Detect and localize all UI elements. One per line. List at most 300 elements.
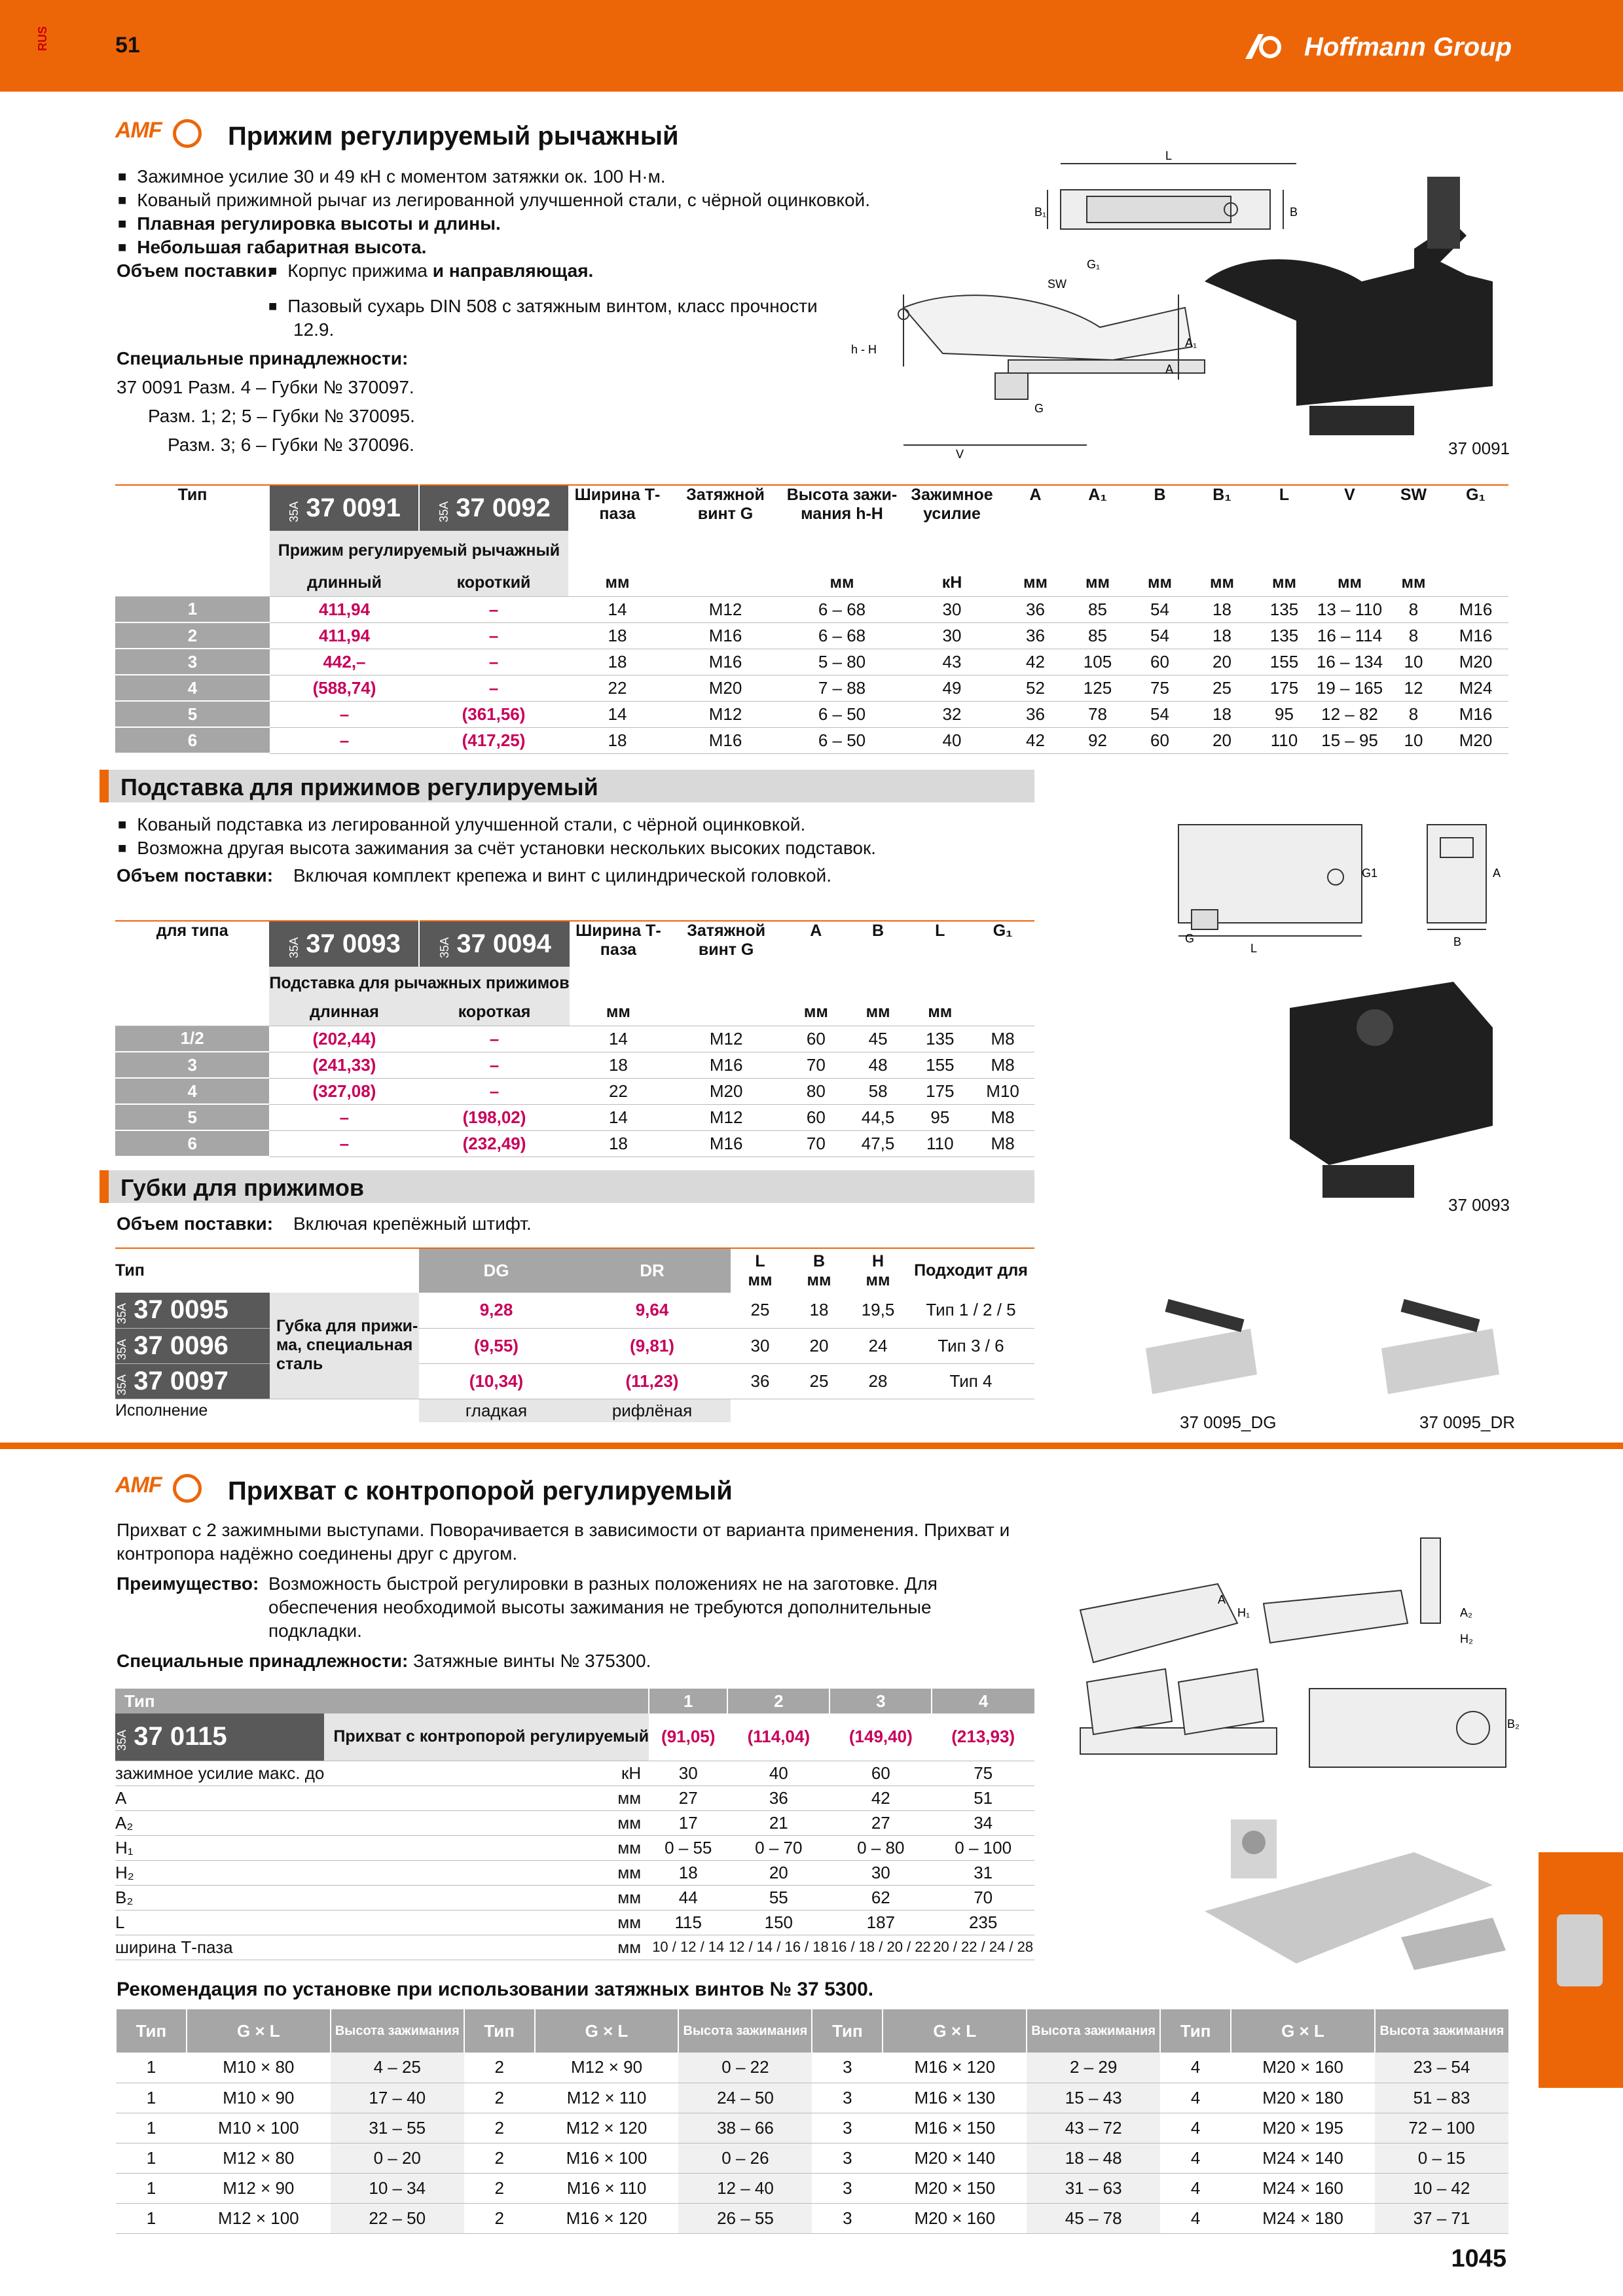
table-cell: 60 — [785, 1104, 847, 1130]
table-row — [116, 2113, 1508, 2143]
table-cell: 6 – 50 — [784, 727, 900, 753]
table-cell: 51 — [932, 1785, 1034, 1810]
col-header: G × L — [883, 2009, 1027, 2053]
table-cell: 411,94 — [270, 596, 419, 622]
table-cell: 20 — [1191, 649, 1253, 675]
table-cell: 18 — [570, 1052, 668, 1078]
table-cell: M12 × 80 — [187, 2143, 331, 2173]
table-cell: 1 — [116, 2143, 187, 2173]
table-cell: 23 – 54 — [1375, 2053, 1508, 2083]
table-row — [115, 1078, 1034, 1104]
row-unit: мм — [324, 1910, 649, 1935]
dim-label: SW — [1048, 278, 1067, 291]
table-cell: 18 — [649, 1860, 727, 1885]
table-cell: 0 – 22 — [678, 2053, 812, 2083]
table-cell: 0 – 70 — [727, 1835, 830, 1860]
amf-logo: AMF — [115, 118, 213, 151]
table-cell: M12 — [666, 701, 784, 727]
table-cell: 32 — [900, 701, 1004, 727]
accessory: Разм. 1; 2; 5 – Губки № 370095. — [148, 406, 415, 426]
table-row — [115, 1052, 1034, 1078]
col-header: G₁ — [1443, 485, 1508, 570]
table-cell: 110 — [909, 1130, 971, 1157]
clamp-technical-drawing — [838, 151, 1545, 471]
advantage-text: обеспечения необходимой высоты зажимания не требуются дополнительные — [268, 1597, 932, 1617]
table-cell: M24 × 140 — [1231, 2143, 1375, 2173]
table-cell: 14 — [570, 1104, 668, 1130]
table-cell: 22 — [568, 675, 666, 701]
col-header: Тип — [464, 2009, 535, 2053]
table-cell: M10 × 80 — [187, 2053, 331, 2083]
table-row — [116, 2173, 1508, 2203]
clamp-table: Тип 35A 37 0091 35A 37 0092 Ширина Т-паза Затяжной винт G Высота зажи-мания h-H Зажимное усилие A A₁ B B₁ L V SW G₁ Прижим регулируемый рычажный длинный короткий мм мм кН мм мм мм мм мм мм мм 1 411,94 – 14 M12 6 – 68 30 36 85 54 18 135 13 – 110 8 M16 2 411,94 – 18 M16 6 – 68 30 36 85 54 18 135 16 – 114 8 M16 3 442,– – 18 M16 5 – 80 43 42 105 60 20 155 16 – 134 10 M20 4 (588,74) – 22 M20 7 – 88 49 52 125 75 25 175 19 – 165 12 M24 5 – (361,56) 14 M12 6 – 50 32 36 78 54 18 95 12 – 82 8 M16 6 – (417,25) 18 M16 6 – 50 40 42 92 60 20 110 15 – 95 10 M20 — [115, 484, 1508, 754]
section-header-support: Подставка для прижимов регулируемый — [100, 770, 1034, 802]
svg-text:G1: G1 — [1362, 867, 1378, 880]
table-cell: 3 — [812, 2113, 883, 2143]
col-header: G × L — [187, 2009, 331, 2053]
table-cell: 18 — [568, 727, 666, 753]
table-cell: M16 — [666, 727, 784, 753]
table-cell: 10 – 34 — [331, 2173, 464, 2203]
table-cell: M16 — [666, 622, 784, 649]
table-row — [115, 1785, 1034, 1810]
col-header: L — [1253, 485, 1315, 570]
table-cell: M16 — [1443, 622, 1508, 649]
table-cell: 16 – 134 — [1315, 649, 1384, 675]
jaw-description: Губка для прижи-ма, специальная сталь — [270, 1293, 419, 1399]
svg-text:G: G — [1185, 932, 1195, 945]
dim-label: L — [1165, 151, 1173, 162]
table-cell: 55 — [727, 1885, 830, 1910]
section-title-strap: Прихват с контропорой регулируемый — [228, 1477, 733, 1505]
table-row — [115, 1860, 1034, 1885]
hoffmann-logo-icon — [1244, 31, 1283, 60]
table-cell: 10 – 42 — [1375, 2173, 1508, 2203]
table-cell: 25 — [1191, 675, 1253, 701]
table-cell: 6 – 68 — [784, 622, 900, 649]
intro-text: Прихват с 2 зажимными выступами. Поворачивается в зависимости от варианта применения. Прихват и — [117, 1520, 1010, 1540]
table-cell: (232,49) — [419, 1130, 569, 1157]
table-cell: 6 — [115, 1130, 269, 1157]
table-cell: – — [419, 649, 568, 675]
table-cell: 3 — [812, 2203, 883, 2233]
svg-text:A₂: A₂ — [1460, 1606, 1472, 1619]
table-cell: 20 — [1191, 727, 1253, 753]
table-cell: 49 — [900, 675, 1004, 701]
page-number: 1045 — [1451, 2245, 1506, 2272]
table-cell: M24 — [1443, 675, 1508, 701]
table-cell: 48 — [847, 1052, 909, 1078]
table-cell: 14 — [568, 596, 666, 622]
table-cell: 54 — [1129, 596, 1191, 622]
table-cell: 5 — [115, 701, 270, 727]
table-cell: 34 — [932, 1810, 1034, 1835]
table-cell: 150 — [727, 1910, 830, 1935]
table-cell: 12 – 40 — [678, 2173, 812, 2203]
table-cell: 4 – 25 — [331, 2053, 464, 2083]
row-unit: мм — [324, 1935, 649, 1960]
table-cell: 19 – 165 — [1315, 675, 1384, 701]
amf-logo: AMF — [115, 1473, 213, 1505]
table-cell: (361,56) — [419, 701, 568, 727]
article-code: 35A 37 0091 — [270, 485, 419, 531]
table-row — [115, 1104, 1034, 1130]
table-cell: M20 × 160 — [883, 2203, 1027, 2233]
table-cell: – — [269, 1130, 419, 1157]
table-cell: 15 – 43 — [1027, 2083, 1160, 2113]
table-cell: 60 — [830, 1761, 932, 1785]
table-row — [115, 1885, 1034, 1910]
article-code: 35A 37 0092 — [419, 485, 568, 531]
table-cell: 31 – 55 — [331, 2113, 464, 2143]
table-cell: 442,– — [270, 649, 419, 675]
table-cell: 105 — [1067, 649, 1129, 675]
table-cell: 43 – 72 — [1027, 2113, 1160, 2143]
figure-caption: 37 0095_DG — [1180, 1412, 1277, 1432]
table-row — [115, 622, 1508, 649]
strap-drawing — [1067, 1512, 1525, 1787]
table-cell: 17 – 40 — [331, 2083, 464, 2113]
table-cell: 26 – 55 — [678, 2203, 812, 2233]
row-label: H₂ — [115, 1860, 324, 1885]
table-cell: 0 – 15 — [1375, 2143, 1508, 2173]
clamp-icon — [1557, 1914, 1603, 1986]
section-header-jaws: Губки для прижимов — [100, 1170, 1034, 1203]
table-cell: 2 — [464, 2143, 535, 2173]
table-cell: 3 — [115, 649, 270, 675]
table-cell: 60 — [785, 1026, 847, 1052]
table-cell: 1 — [116, 2053, 187, 2083]
table-cell: – — [419, 596, 568, 622]
table-row — [115, 1130, 1034, 1157]
jaws-photo — [1126, 1283, 1558, 1414]
table-row — [115, 675, 1508, 701]
table-cell: 2 – 29 — [1027, 2053, 1160, 2083]
table-cell: 30 — [830, 1860, 932, 1885]
bullet: ■ Небольшая габаритная высота. — [118, 236, 426, 260]
article-code: 35A 37 0094 — [419, 921, 569, 967]
table-cell: 135 — [1253, 622, 1315, 649]
table-cell: 27 — [830, 1810, 932, 1835]
strap-table: Тип 1 2 3 4 35A 37 0115 Прихват с контропорой регулируемый (91,05) (114,04) (149,40) (213,93) зажимное усилие макс. до кН 30 40 60 75 A мм 27 36 42 51 A₂ мм 17 21 27 34 H₁ мм 0 – 55 0 – 70 0 – 80 0 – 100 H₂ мм 18 20 30 31 B₂ мм 44 55 62 70 L мм 115 150 187 235 ширина Т-паза мм 10 / 12 / 14 12 / 14 / 16 / 18 16 / 18 / 20 / 22 20 / 22 / 24 / 28 — [115, 1689, 1034, 1960]
table-cell: M16 × 100 — [535, 2143, 679, 2173]
table-cell: 10 / 12 / 14 — [649, 1935, 727, 1960]
table-cell: 411,94 — [270, 622, 419, 649]
table-cell: 42 — [830, 1785, 932, 1810]
col-header: V — [1315, 485, 1384, 570]
table-cell: 44,5 — [847, 1104, 909, 1130]
table-cell: 36 — [727, 1785, 830, 1810]
advantage-text: подкладки. — [268, 1621, 362, 1641]
table-cell: 80 — [785, 1078, 847, 1104]
col-header: B₁ — [1191, 485, 1253, 570]
table-cell: 10 — [1384, 727, 1443, 753]
table-cell: 4 — [115, 1078, 269, 1104]
table-cell: 75 — [932, 1761, 1034, 1785]
table-cell: 72 – 100 — [1375, 2113, 1508, 2143]
table-cell: 18 — [570, 1130, 668, 1157]
recommendation-title: Рекомендация по установке при использовании затяжных винтов № 37 5300. — [117, 1979, 874, 2000]
table-row — [115, 1810, 1034, 1835]
accessory: Разм. 3; 6 – Губки № 370096. — [168, 435, 414, 455]
table-cell: 22 – 50 — [331, 2203, 464, 2233]
table-cell: M16 × 120 — [883, 2053, 1027, 2083]
row-label: A₂ — [115, 1810, 324, 1835]
table-cell: 38 – 66 — [678, 2113, 812, 2143]
recommendation-table — [115, 2009, 1508, 2234]
table-row — [115, 1935, 1034, 1960]
supply-label: Объем поставки: — [117, 260, 274, 281]
table-cell: M16 — [667, 1130, 785, 1157]
table-cell: 4 — [115, 675, 270, 701]
table-cell: 3 — [812, 2053, 883, 2083]
table-cell: 8 — [1384, 596, 1443, 622]
figure-caption: 37 0091 — [1448, 439, 1510, 458]
table-cell: M16 — [666, 649, 784, 675]
supply-item-cont: 12.9. — [293, 319, 335, 340]
table-cell: 2 — [464, 2173, 535, 2203]
table-cell: 110 — [1253, 727, 1315, 753]
table-cell: 58 — [847, 1078, 909, 1104]
table-cell: – — [419, 675, 568, 701]
col-header: Высота зажимания — [678, 2009, 812, 2053]
page-number-left: 51 — [115, 33, 140, 58]
table-cell: 70 — [785, 1052, 847, 1078]
table-cell: M12 — [667, 1026, 785, 1052]
table-cell: M24 × 160 — [1231, 2173, 1375, 2203]
table-cell: M12 × 100 — [187, 2203, 331, 2233]
table-row — [115, 1835, 1034, 1860]
table-cell: 60 — [1129, 649, 1191, 675]
table-cell: 4 — [1160, 2113, 1231, 2143]
row-label: B₂ — [115, 1885, 324, 1910]
table-cell: (202,44) — [269, 1026, 419, 1052]
svg-text:H₁: H₁ — [1237, 1606, 1250, 1619]
table-cell: M12 × 110 — [535, 2083, 679, 2113]
table-cell: – — [270, 727, 419, 753]
table-cell: 45 — [847, 1026, 909, 1052]
svg-text:B₂: B₂ — [1507, 1717, 1520, 1731]
row-label: ширина Т-паза — [115, 1935, 324, 1960]
col-header: Тип — [116, 2009, 187, 2053]
col-header: Высота зажимания — [331, 2009, 464, 2053]
variant-long: длинный — [270, 570, 419, 596]
table-cell: 54 — [1129, 622, 1191, 649]
table-cell: M20 — [1443, 649, 1508, 675]
table-cell: M12 — [667, 1104, 785, 1130]
row-unit: мм — [324, 1785, 649, 1810]
col-header: Затяжной винт G — [666, 485, 784, 570]
table-cell: 0 – 26 — [678, 2143, 812, 2173]
table-cell: 2 — [115, 622, 270, 649]
col-header: Высота зажимания — [1027, 2009, 1160, 2053]
table-cell: 95 — [1253, 701, 1315, 727]
table-cell: 54 — [1129, 701, 1191, 727]
svg-text:H₂: H₂ — [1460, 1632, 1473, 1645]
table-cell: 44 — [649, 1885, 727, 1910]
row-unit: мм — [324, 1835, 649, 1860]
table-cell: M10 × 90 — [187, 2083, 331, 2113]
table-cell: 95 — [909, 1104, 971, 1130]
table-cell: 62 — [830, 1885, 932, 1910]
table-cell: 60 — [1129, 727, 1191, 753]
table-cell: – — [419, 1052, 569, 1078]
table-cell: 12 – 82 — [1315, 701, 1384, 727]
table-cell: 7 – 88 — [784, 675, 900, 701]
table-cell: 155 — [1253, 649, 1315, 675]
table-cell: M8 — [971, 1104, 1034, 1130]
table-cell: (588,74) — [270, 675, 419, 701]
table-cell: 30 — [900, 596, 1004, 622]
col-header-type: для типа — [115, 921, 269, 967]
table-cell: 1 — [116, 2113, 187, 2143]
table-cell: 40 — [900, 727, 1004, 753]
table-cell: 1 — [116, 2203, 187, 2233]
col-header: G × L — [1231, 2009, 1375, 2053]
advantage-text: Возможность быстрой регулировки в разных положениях не на заготовке. Для — [268, 1573, 938, 1594]
table-cell: 47,5 — [847, 1130, 909, 1157]
table-cell: 6 — [115, 727, 270, 753]
chapter-tab[interactable] — [1539, 1852, 1623, 2088]
table-cell: M10 — [971, 1078, 1034, 1104]
table-cell: 20 / 22 / 24 / 28 — [932, 1935, 1034, 1960]
row-unit: кН — [324, 1761, 649, 1785]
table-cell: 30 — [900, 622, 1004, 649]
variant-short: короткий — [419, 570, 568, 596]
table-cell: 70 — [785, 1130, 847, 1157]
supply-item: ■ Пазовый сухарь DIN 508 с затяжным винтом, класс прочности — [268, 295, 818, 319]
table-cell: M16 — [1443, 701, 1508, 727]
row-unit: мм — [324, 1860, 649, 1885]
table-cell: 12 / 14 / 16 / 18 — [727, 1935, 830, 1960]
section-title-clamp: Прижим регулируемый рычажный — [228, 122, 679, 151]
col-header: SW — [1384, 485, 1443, 570]
table-cell: 4 — [1160, 2173, 1231, 2203]
table-row — [116, 2143, 1508, 2173]
row-unit: мм — [324, 1810, 649, 1835]
table-cell: M8 — [971, 1052, 1034, 1078]
table-cell: 37 – 71 — [1375, 2203, 1508, 2233]
table-cell: 0 – 20 — [331, 2143, 464, 2173]
table-cell: 2 — [464, 2083, 535, 2113]
table-cell: 18 — [568, 649, 666, 675]
table-row — [116, 2083, 1508, 2113]
language-code: RUS — [36, 26, 49, 52]
table-cell: 0 – 80 — [830, 1835, 932, 1860]
bullet: ■ Кованый подставка из легированной улучшенной стали, с чёрной оцинковкой. — [118, 813, 805, 838]
table-cell: 85 — [1067, 622, 1129, 649]
dim-label: G₁ — [1087, 258, 1101, 271]
row-label: зажимное усилие макс. до — [115, 1761, 324, 1785]
table-cell: 18 — [568, 622, 666, 649]
table-cell: 175 — [1253, 675, 1315, 701]
table-cell: 8 — [1384, 701, 1443, 727]
table-cell: 92 — [1067, 727, 1129, 753]
table-cell: 5 — [115, 1104, 269, 1130]
bullet: ■ Возможна другая высота зажимания за счёт установки нескольких высоких подставок. — [118, 836, 876, 861]
table-cell: 24 – 50 — [678, 2083, 812, 2113]
bullet: ■ Зажимное усилие 30 и 49 кН с моментом затяжки ок. 100 Н·м. — [118, 165, 666, 190]
table-cell: 4 — [1160, 2083, 1231, 2113]
table-cell: – — [270, 701, 419, 727]
table-cell: 135 — [1253, 596, 1315, 622]
supply-text: Включая комплект крепежа и винт с цилиндрической головкой. — [293, 865, 831, 886]
accessory: 37 0091 Разм. 4 – Губки № 370097. — [117, 377, 414, 397]
col-header: Тип — [812, 2009, 883, 2053]
svg-text:A: A — [1218, 1593, 1226, 1606]
table-cell: M20 — [667, 1078, 785, 1104]
table-cell: 0 – 100 — [932, 1835, 1034, 1860]
table-row — [115, 596, 1508, 622]
table-cell: M12 × 120 — [535, 2113, 679, 2143]
table-cell: 43 — [900, 649, 1004, 675]
table-cell: M16 × 130 — [883, 2083, 1027, 2113]
table-cell: 18 – 48 — [1027, 2143, 1160, 2173]
table-cell: 30 — [649, 1761, 727, 1785]
col-header: A — [1004, 485, 1067, 570]
table-cell: M16 × 150 — [883, 2113, 1027, 2143]
table-cell: 36 — [1004, 622, 1067, 649]
table-cell: 75 — [1129, 675, 1191, 701]
table-cell: 0 – 55 — [649, 1835, 727, 1860]
product-description: Подставка для рычажных прижимов — [269, 967, 569, 999]
table-cell: 42 — [1004, 649, 1067, 675]
row-label: A — [115, 1785, 324, 1810]
col-header: Ширина Т-паза — [568, 485, 666, 570]
dim-label: A₁ — [1185, 336, 1197, 350]
table-row — [116, 2053, 1508, 2083]
accessories-label: Специальные принадлежности: — [117, 348, 409, 368]
table-cell: 4 — [1160, 2203, 1231, 2233]
table-cell: M16 — [1443, 596, 1508, 622]
table-cell: 18 — [1191, 622, 1253, 649]
table-cell: 14 — [570, 1026, 668, 1052]
advantage-label: Преимущество: — [117, 1573, 259, 1594]
table-cell: 12 — [1384, 675, 1443, 701]
table-cell: M8 — [971, 1026, 1034, 1052]
table-cell: M20 × 150 — [883, 2173, 1027, 2203]
table-cell: 21 — [727, 1810, 830, 1835]
table-cell: 22 — [570, 1078, 668, 1104]
table-cell: 187 — [830, 1910, 932, 1935]
table-cell: 18 — [1191, 701, 1253, 727]
table-cell: M8 — [971, 1130, 1034, 1157]
table-cell: 20 — [727, 1860, 830, 1885]
table-row — [115, 701, 1508, 727]
table-cell: 175 — [909, 1078, 971, 1104]
table-cell: 31 – 63 — [1027, 2173, 1160, 2203]
table-row — [116, 2203, 1508, 2233]
table-cell: 6 – 68 — [784, 596, 900, 622]
row-label: H₁ — [115, 1835, 324, 1860]
row-unit: мм — [324, 1885, 649, 1910]
table-cell: 42 — [1004, 727, 1067, 753]
table-cell: M20 — [1443, 727, 1508, 753]
jaws-table: Тип DG DR L мм B мм H мм Подходит для 35A 37 0095 Губка для прижи-ма, специальная сталь 9,28 9,64 25 18 19,5 Тип 1 / 2 / 5 35A 37 0096 (9,55) (9,81) 30 20 24 Тип 3 / 6 35A 37 0097 (10,34) (11,23) 36 25 28 Тип 4 Исполнение гладкая рифлёная — [115, 1247, 1034, 1422]
dim-label: B — [1290, 206, 1298, 219]
table-cell: 16 – 114 — [1315, 622, 1384, 649]
table-cell: 2 — [464, 2053, 535, 2083]
table-cell: 52 — [1004, 675, 1067, 701]
table-cell: 36 — [1004, 596, 1067, 622]
col-header: G × L — [535, 2009, 679, 2053]
table-cell: 27 — [649, 1785, 727, 1810]
figure-caption: 37 0095_DR — [1419, 1412, 1515, 1432]
table-cell: 3 — [812, 2143, 883, 2173]
supply-item: ■ Корпус прижима и направляющая. — [268, 259, 593, 284]
table-cell: – — [419, 622, 568, 649]
table-cell: (327,08) — [269, 1078, 419, 1104]
